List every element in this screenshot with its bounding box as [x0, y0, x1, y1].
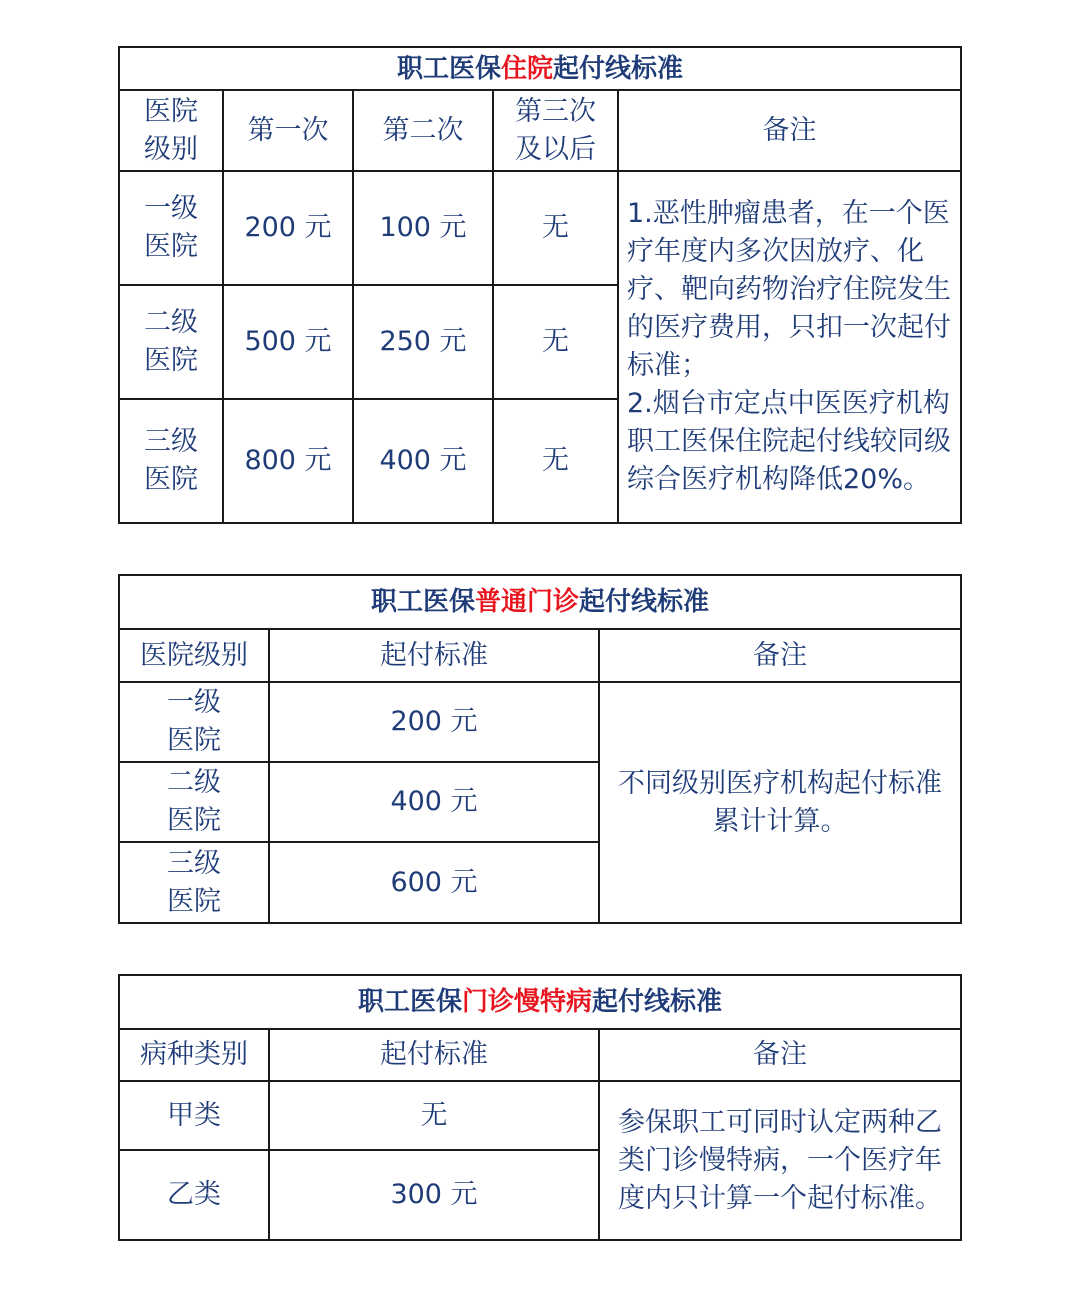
row-level: 一级 医院	[119, 171, 223, 285]
table-row	[119, 171, 961, 285]
row-second: 400 元	[353, 399, 493, 523]
header-remarks: 备注	[618, 90, 961, 171]
row-standard: 400 元	[269, 762, 599, 842]
row-level: 一级 医院	[119, 682, 269, 762]
row-level: 三级 医院	[119, 399, 223, 523]
row-type: 甲类	[119, 1081, 269, 1150]
title-suffix: 起付线标准	[553, 53, 684, 84]
header-third-and-after: 第三次 及以后	[493, 90, 618, 171]
header-standard: 起付标准	[269, 1029, 599, 1081]
title-highlight: 普通门诊	[475, 587, 580, 617]
row-standard: 无	[269, 1081, 599, 1150]
chronic-disease-deductible-table	[118, 974, 962, 1241]
remarks-cell: 1.恶性肿瘤患者，在一个医疗年度内多次因放疗、化疗、靶向药物治疗住院发生的医疗费用，只扣一次起付标准； 2.烟台市定点中医医疗机构职工医保住院起付线较同级综合医疗机构降低20%。	[618, 171, 961, 523]
header-standard: 起付标准	[269, 629, 599, 682]
header-first: 第一次	[223, 90, 353, 171]
remarks-cell: 参保职工可同时认定两种乙类门诊慢特病，一个医疗年度内只计算一个起付标准。	[599, 1081, 961, 1240]
table-title	[119, 975, 961, 1029]
row-first: 800 元	[223, 399, 353, 523]
row-standard: 300 元	[269, 1150, 599, 1240]
row-second: 100 元	[353, 171, 493, 285]
table-title	[119, 47, 961, 90]
row-third: 无	[493, 399, 618, 523]
row-third: 无	[493, 285, 618, 399]
title-prefix: 职工医保	[396, 53, 501, 84]
row-level: 二级 医院	[119, 285, 223, 399]
table-row	[119, 1081, 961, 1150]
outpatient-deductible-table	[118, 574, 962, 924]
table-row	[119, 682, 961, 762]
title-suffix: 起付线标准	[592, 987, 723, 1017]
header-remarks: 备注	[599, 629, 961, 682]
row-standard: 600 元	[269, 842, 599, 923]
row-third: 无	[493, 171, 618, 285]
title-prefix: 职工医保	[370, 587, 475, 617]
header-hospital-level: 医院级别	[119, 629, 269, 682]
row-level: 三级 医院	[119, 842, 269, 923]
row-second: 250 元	[353, 285, 493, 399]
header-remarks: 备注	[599, 1029, 961, 1081]
header-second: 第二次	[353, 90, 493, 171]
header-hospital-level: 医院 级别	[119, 90, 223, 171]
remarks-cell: 不同级别医疗机构起付标准累计计算。	[599, 682, 961, 923]
title-prefix: 职工医保	[357, 987, 462, 1017]
row-standard: 200 元	[269, 682, 599, 762]
table-title	[119, 575, 961, 629]
row-first: 500 元	[223, 285, 353, 399]
title-highlight: 住院	[500, 53, 553, 84]
row-level: 二级 医院	[119, 762, 269, 842]
row-type: 乙类	[119, 1150, 269, 1240]
row-first: 200 元	[223, 171, 353, 285]
title-suffix: 起付线标准	[579, 587, 710, 617]
inpatient-deductible-table	[118, 46, 962, 524]
header-disease-type: 病种类别	[119, 1029, 269, 1081]
title-highlight: 门诊慢特病	[461, 987, 592, 1017]
